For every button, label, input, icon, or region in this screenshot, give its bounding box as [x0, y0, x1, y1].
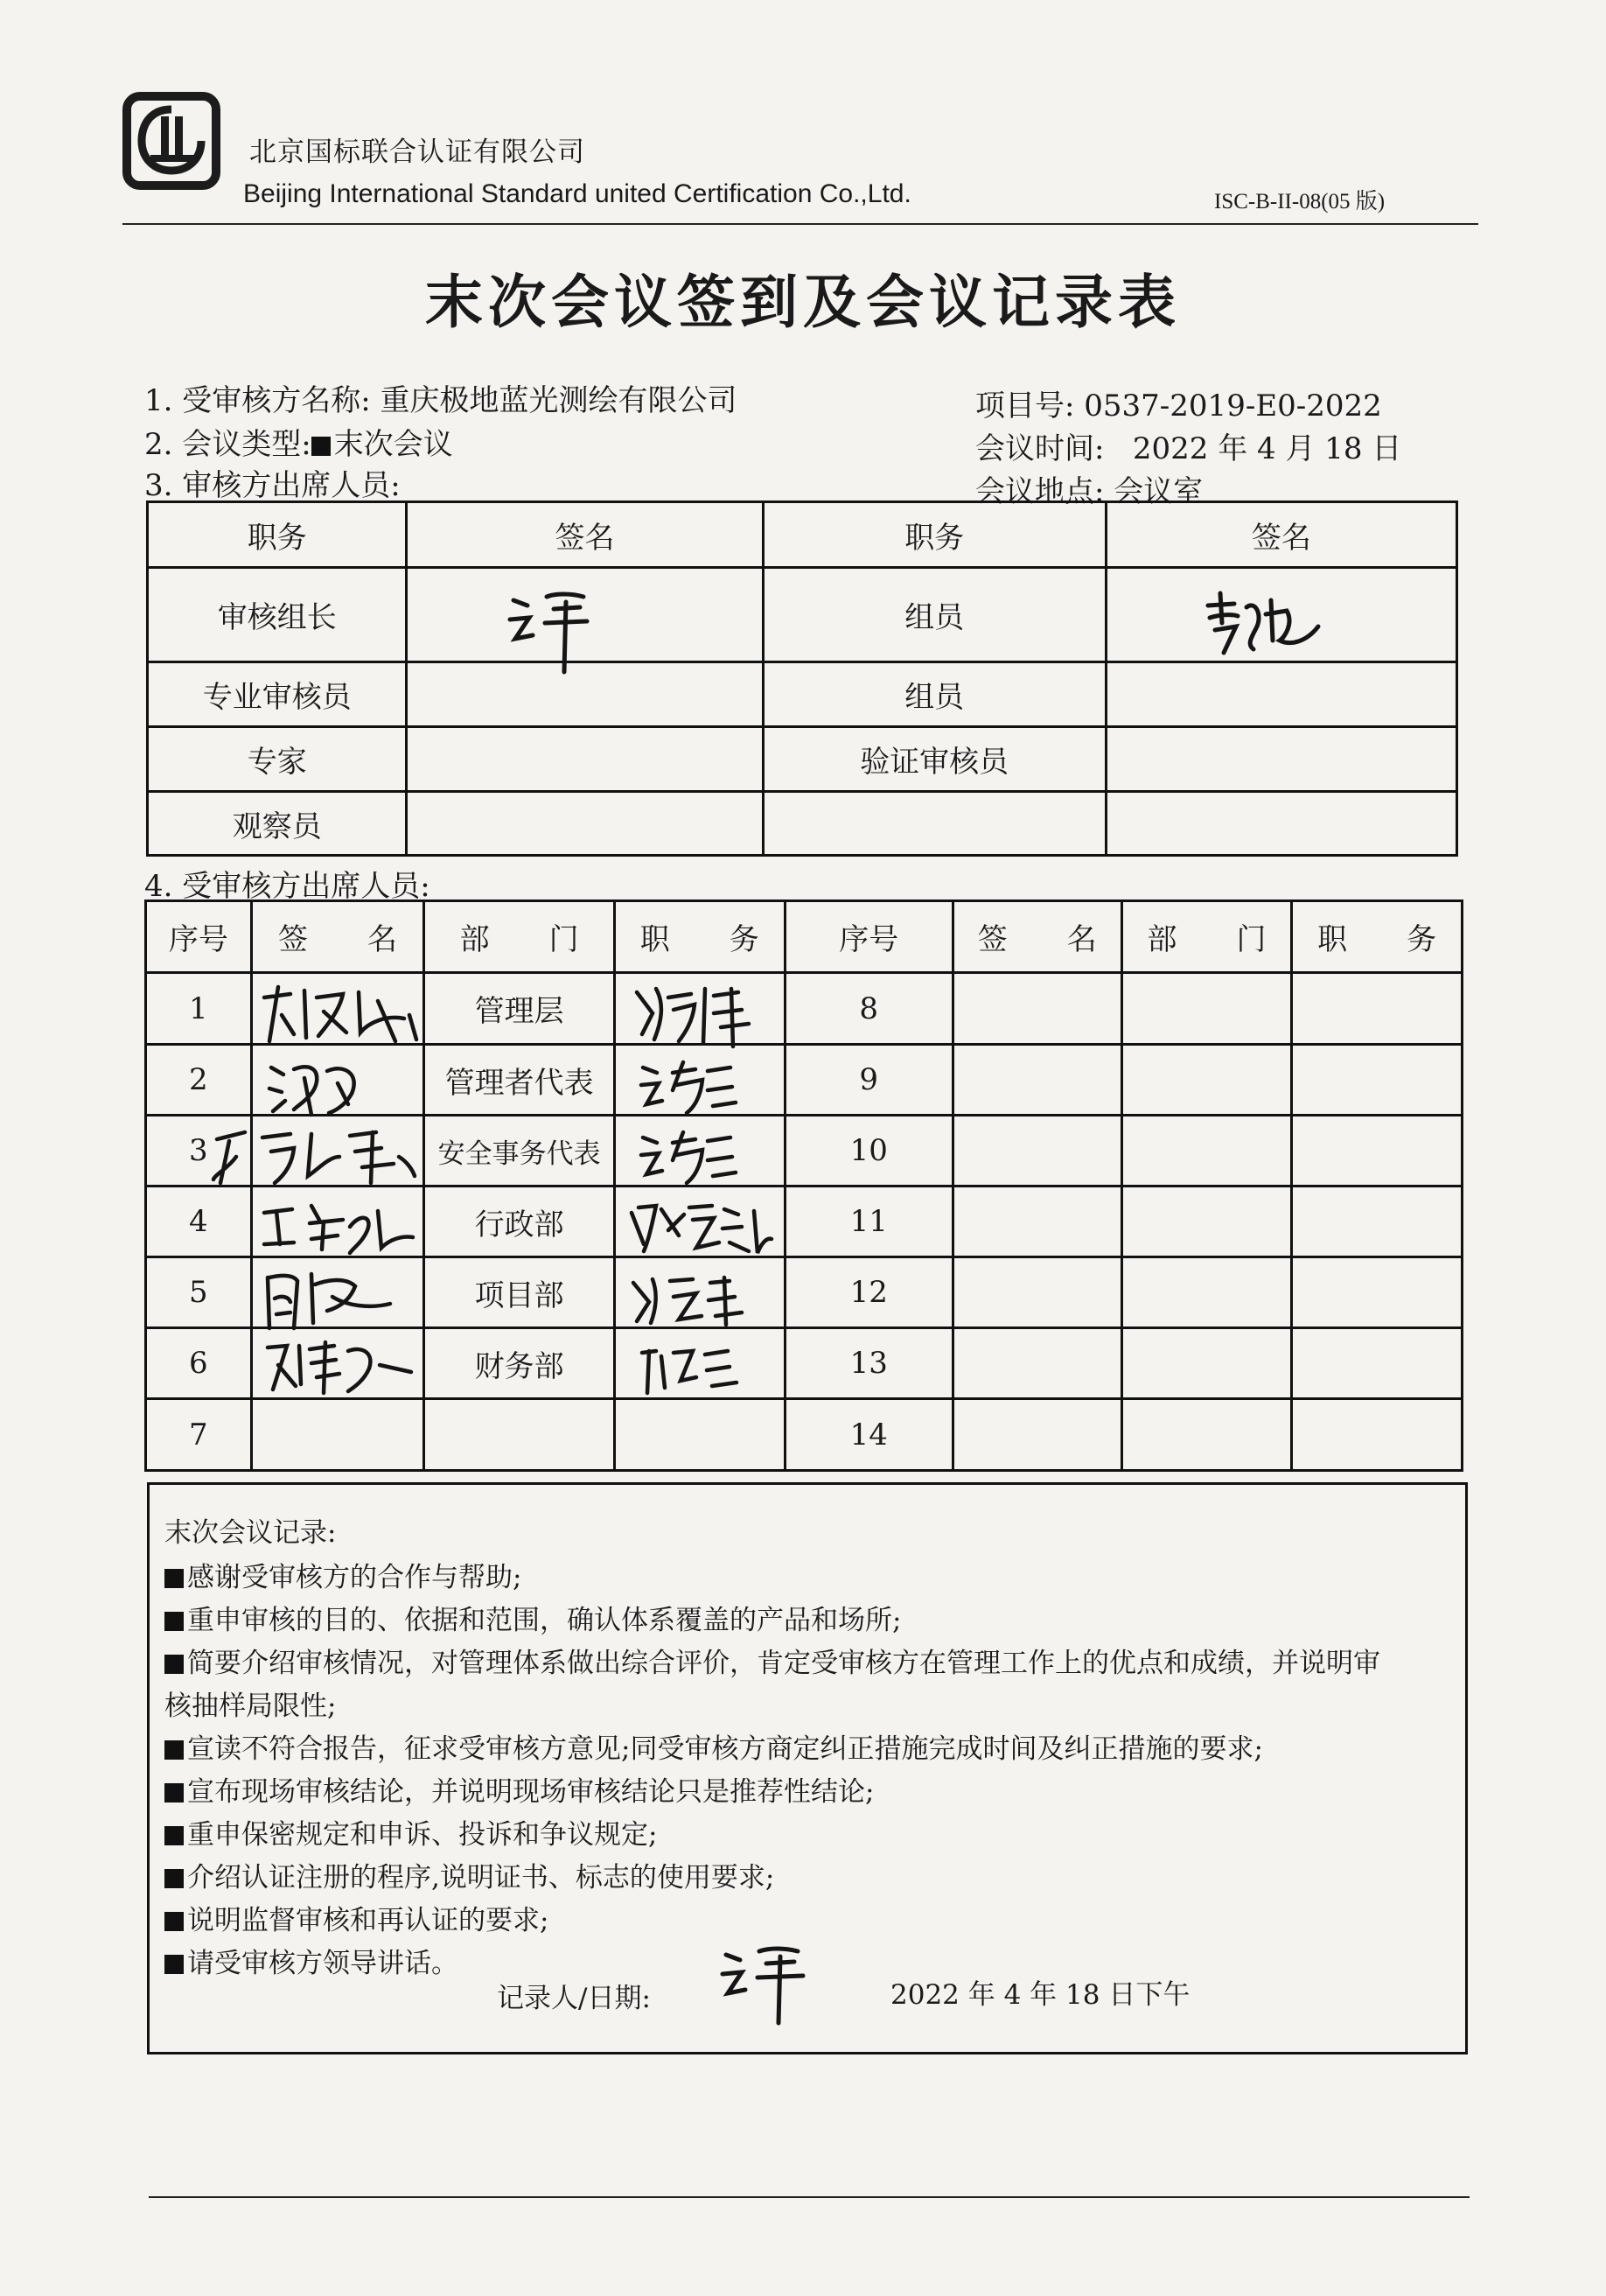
header-divider [122, 223, 1478, 225]
header-signature: 签名 [1106, 502, 1456, 568]
auditee-name-label: 1. 受审核方名称: [144, 383, 371, 418]
bullet-square-icon [164, 1612, 184, 1631]
bullet-square-icon [164, 1955, 184, 1974]
signature-cell [1106, 662, 1456, 727]
department-cell: 安全事务代表 [424, 1116, 615, 1186]
department-cell [1121, 1116, 1292, 1186]
company-name-cn: 北京国标联合认证有限公司 [249, 136, 585, 168]
recorder-date-value: 2022 年 4 年 18 日下午 [890, 1979, 1191, 2011]
row-number: 7 [146, 1399, 252, 1471]
row-number: 12 [785, 1257, 953, 1328]
header-department: 部 门 [1121, 901, 1292, 973]
list-item: 说明监督审核和再认证的要求; [164, 1898, 548, 1937]
row-number: 8 [785, 973, 953, 1045]
handwritten-position-icon [626, 1267, 758, 1328]
department-cell [1121, 1257, 1292, 1328]
company-name-en: Beijing International Standard united Certification Co.,Ltd. [243, 179, 911, 208]
logo-mark-icon [131, 101, 212, 181]
handwritten-signature-icon [264, 1052, 369, 1120]
bullet-square-icon [164, 1569, 184, 1588]
signature-cell [953, 973, 1121, 1045]
row-number: 13 [785, 1328, 953, 1399]
handwritten-signature-icon [503, 584, 599, 676]
meeting-type-label: 2. 会议类型: [144, 427, 311, 462]
role-cell [763, 792, 1106, 856]
row-number: 10 [785, 1116, 953, 1186]
handwritten-position-icon [634, 1125, 739, 1188]
table-row [146, 1399, 1463, 1471]
auditee-name-row [144, 376, 737, 419]
row-number: 9 [785, 1045, 953, 1116]
meeting-time-label: 会议时间: [975, 431, 1105, 466]
signature-cell [953, 1399, 1121, 1471]
department-cell [1121, 1045, 1292, 1116]
signature-cell [953, 1328, 1121, 1399]
department-cell [1121, 973, 1292, 1045]
handwritten-signature-icon [259, 1195, 425, 1262]
header-signature: 签名 [407, 502, 763, 568]
header-role: 职务 [148, 502, 407, 568]
header-signature: 签 名 [251, 901, 424, 973]
signature-cell [407, 792, 763, 856]
header-department: 部 门 [424, 901, 615, 973]
handwritten-signature-icon [259, 1262, 399, 1337]
meeting-time-value: 2022 年 4 月 18 日 [1132, 431, 1402, 466]
position-cell [1292, 1045, 1463, 1116]
checkbox-checked-icon [311, 437, 331, 456]
department-cell [1121, 1399, 1292, 1471]
role-cell: 观察员 [148, 792, 407, 856]
bullet-square-icon [164, 1826, 184, 1845]
row-number: 6 [146, 1328, 252, 1399]
bullet-square-icon [164, 1740, 184, 1760]
position-cell [614, 1399, 785, 1471]
bullet-square-icon [164, 1783, 184, 1802]
header-signature: 签 名 [953, 901, 1121, 973]
list-item: 感谢受审核方的合作与帮助; [164, 1555, 521, 1594]
header-no: 序号 [785, 901, 953, 973]
meeting-record-title: 末次会议记录: [164, 1517, 337, 1549]
meeting-time-row [975, 424, 1401, 467]
form-code: ISC-B-II-08(05 版) [1214, 190, 1386, 214]
row-number: 14 [785, 1399, 953, 1471]
row-number: 11 [785, 1186, 953, 1257]
header-position: 职 务 [614, 901, 785, 973]
header-no: 序号 [146, 901, 252, 973]
department-cell: 行政部 [424, 1186, 615, 1257]
header-position: 职 务 [1292, 901, 1463, 973]
handwritten-position-icon [626, 1195, 775, 1262]
position-cell [1292, 1328, 1463, 1399]
signature-cell [953, 1116, 1121, 1186]
handwritten-position-icon [634, 1055, 739, 1118]
handwritten-signature-icon [261, 1334, 418, 1400]
page-title: 末次会议签到及会议记录表 [425, 268, 1181, 336]
meeting-type-row [144, 420, 453, 463]
position-cell [1292, 1116, 1463, 1186]
list-item: 宣读不符合报告，征求受审核方意见;同受审核方商定纠正措施完成时间及纠正措施的要求; [164, 1726, 1263, 1766]
meeting-place-value: 会议室 [1114, 474, 1204, 509]
header-role: 职务 [763, 502, 1106, 568]
list-item: 重申保密规定和申诉、投诉和争议规定; [164, 1812, 657, 1852]
signature-cell [953, 1186, 1121, 1257]
bullet-square-icon [164, 1655, 184, 1674]
row-number: 1 [146, 973, 252, 1045]
recorder-date-label: 记录人/日期: [497, 1983, 651, 2014]
role-cell: 组员 [763, 662, 1106, 727]
certification-logo [122, 92, 220, 190]
handwritten-position-icon [635, 1339, 749, 1398]
project-number-value: 0537-2019-E0-2022 [1084, 388, 1382, 424]
department-cell [1121, 1186, 1292, 1257]
auditee-attendees-label: 4. 受审核方出席人员: [144, 869, 430, 904]
meeting-type-value: 末次会议 [333, 427, 453, 462]
position-cell [1292, 1257, 1463, 1328]
department-cell: 管理者代表 [424, 1045, 615, 1116]
footer-divider [149, 2196, 1470, 2198]
position-cell [1292, 1399, 1463, 1471]
signature-cell [1106, 727, 1456, 792]
project-number-row [975, 382, 1382, 424]
handwritten-signature-icon [717, 1942, 813, 2026]
row-number: 3 [146, 1116, 252, 1186]
list-item: 介绍认证注册的程序,说明证书、标志的使用要求; [164, 1855, 774, 1894]
handwritten-position-icon [630, 978, 761, 1052]
signature-cell [1106, 792, 1456, 856]
list-item: 请受审核方领导讲话。 [164, 1941, 458, 1980]
signature-cell [407, 727, 763, 792]
department-cell [424, 1399, 615, 1471]
department-cell: 项目部 [424, 1257, 615, 1328]
position-cell [1292, 973, 1463, 1045]
department-cell: 管理层 [424, 973, 615, 1045]
handwritten-signature-icon [210, 1122, 420, 1190]
bullet-square-icon [164, 1912, 184, 1931]
list-item: 宣布现场审核结论，并说明现场审核结论只是推荐性结论; [164, 1769, 874, 1809]
signature-cell [953, 1257, 1121, 1328]
row-number: 4 [146, 1186, 252, 1257]
auditor-attendance-table [146, 500, 1458, 857]
row-number: 2 [146, 1045, 252, 1116]
role-cell: 验证审核员 [763, 727, 1106, 792]
handwritten-signature-icon [255, 980, 422, 1050]
auditor-attendees-label: 3. 审核方出席人员: [144, 468, 401, 503]
list-item: 重申审核的目的、依据和范围，确认体系覆盖的产品和场所; [164, 1598, 901, 1637]
row-number: 5 [146, 1257, 252, 1328]
role-cell: 专业审核员 [148, 662, 407, 727]
project-number-label: 项目号: [975, 388, 1075, 424]
auditee-name-value: 重庆极地蓝光测绘有限公司 [380, 383, 737, 418]
signature-cell [251, 1399, 424, 1471]
department-cell [1121, 1328, 1292, 1399]
list-item-continuation: 核抽样局限性; [164, 1690, 337, 1722]
role-cell: 组员 [763, 568, 1106, 662]
role-cell: 专家 [148, 727, 407, 792]
department-cell: 财务部 [424, 1328, 615, 1399]
list-item: 简要介绍审核情况，对管理体系做出综合评价，肯定受审核方在管理工作上的优点和成绩，并说明审 [164, 1641, 1380, 1680]
handwritten-signature-icon [1203, 588, 1325, 662]
meeting-place-label: 会议地点: [975, 474, 1105, 509]
signature-cell [953, 1045, 1121, 1116]
bullet-square-icon [164, 1869, 184, 1888]
role-cell: 审核组长 [148, 568, 407, 662]
position-cell [1292, 1186, 1463, 1257]
